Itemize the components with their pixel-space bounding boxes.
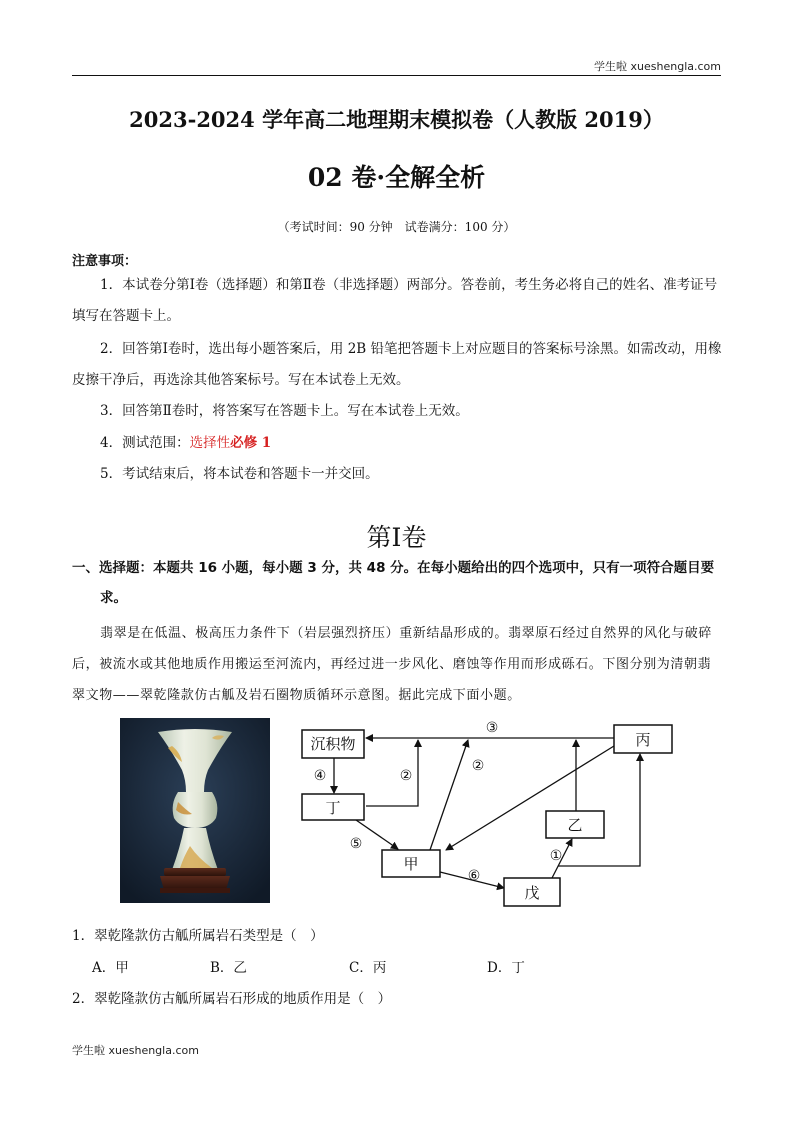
rock-cycle-diagram <box>296 716 686 908</box>
footer-site-label: 学生啦 xueshengla.com <box>72 1044 199 1057</box>
mc-heading <box>72 553 724 613</box>
label-3: ③ <box>485 720 499 736</box>
notice-item-4 <box>72 428 722 459</box>
header-site-label: 学生啦 xueshengla.com <box>594 60 721 73</box>
header-divider <box>72 75 721 76</box>
section-title: 第Ⅰ卷 <box>366 523 427 552</box>
notice-item-4-prefix: 4．测试范围： <box>100 435 190 451</box>
mc-heading-line2: 求。 <box>100 590 127 606</box>
box-wu-label: 戊 <box>524 884 540 902</box>
arrow-wu-bing <box>558 754 640 866</box>
notice-item-3: 3．回答第Ⅱ卷时，将答案写在答题卡上。写在本试卷上无效。 <box>100 403 469 419</box>
label-4: ④ <box>313 768 327 784</box>
arrow-5 <box>356 820 398 849</box>
document-title: 2023-2024 学年高二地理期末模拟卷（人教版 2019） <box>129 107 664 132</box>
label-5: ⑤ <box>349 836 363 852</box>
label-6: ⑥ <box>467 868 481 884</box>
test-range-a: 选择性 <box>189 435 231 451</box>
mc-heading-line1: 一、选择题：本题共 16 小题，每小题 3 分，共 48 分。在每小题给出的四个选项中，只有一项符合题目要 <box>72 560 715 576</box>
box-bing-label: 丙 <box>635 731 651 749</box>
jade-vase-photo <box>120 718 270 903</box>
question-1-option-b: B．乙 <box>210 960 247 976</box>
notice-item-1: 1．本试卷分第Ⅰ卷（选择题）和第Ⅱ卷（非选择题）两部分。答卷前，考生务必将自己的姓名、准考证号填写在答题卡上。 <box>72 277 718 324</box>
label-2a: ② <box>399 768 413 784</box>
label-2b: ② <box>471 758 485 774</box>
box-sediment-label: 沉积物 <box>310 735 356 753</box>
exam-info: （考试时间：90 分钟 试卷满分：100 分） <box>277 220 516 234</box>
notice-item-2: 2．回答第Ⅰ卷时，选出每小题答案后，用 2B 铅笔把答题卡上对应题目的答案标号涂黑。如需改动，用橡皮擦干净后，再选涂其他答案标号。写在本试卷上无效。 <box>72 341 722 388</box>
document-subtitle: 02 卷·全解全析 <box>307 163 486 192</box>
box-jia-label: 甲 <box>403 855 419 873</box>
box-yi-label: 乙 <box>567 816 583 834</box>
notice-heading: 注意事项： <box>72 254 138 269</box>
question-1-option-a: A．甲 <box>92 960 129 976</box>
test-range-b: 必修 1 <box>230 435 272 451</box>
question-1-option-c: C．丙 <box>349 960 387 976</box>
question-1-option-d: D．丁 <box>487 960 525 976</box>
question-2-stem: 2．翠乾隆款仿古觚所属岩石形成的地质作用是（ ） <box>72 991 392 1007</box>
question-context: 翡翠是在低温、极高压力条件下（岩层强烈挤压）重新结晶形成的。翡翠原石经过自然界的风化与破碎后，被流水或其他地质作用搬运至河流内，再经过进一步风化、磨蚀等作用而形成砾石。下图分别为清朝翡翠文物——翠乾隆款仿古觚及岩石圈物质循环示意图。据此完成下面小题。 <box>72 626 713 703</box>
box-ding-label: 丁 <box>325 799 341 817</box>
notice-item-5: 5．考试结束后，将本试卷和答题卡一并交回。 <box>100 466 379 482</box>
question-1-stem: 1．翠乾隆款仿古觚所属岩石类型是（ ） <box>72 928 324 944</box>
label-1: ① <box>549 848 563 864</box>
arrow-2b <box>430 740 468 850</box>
